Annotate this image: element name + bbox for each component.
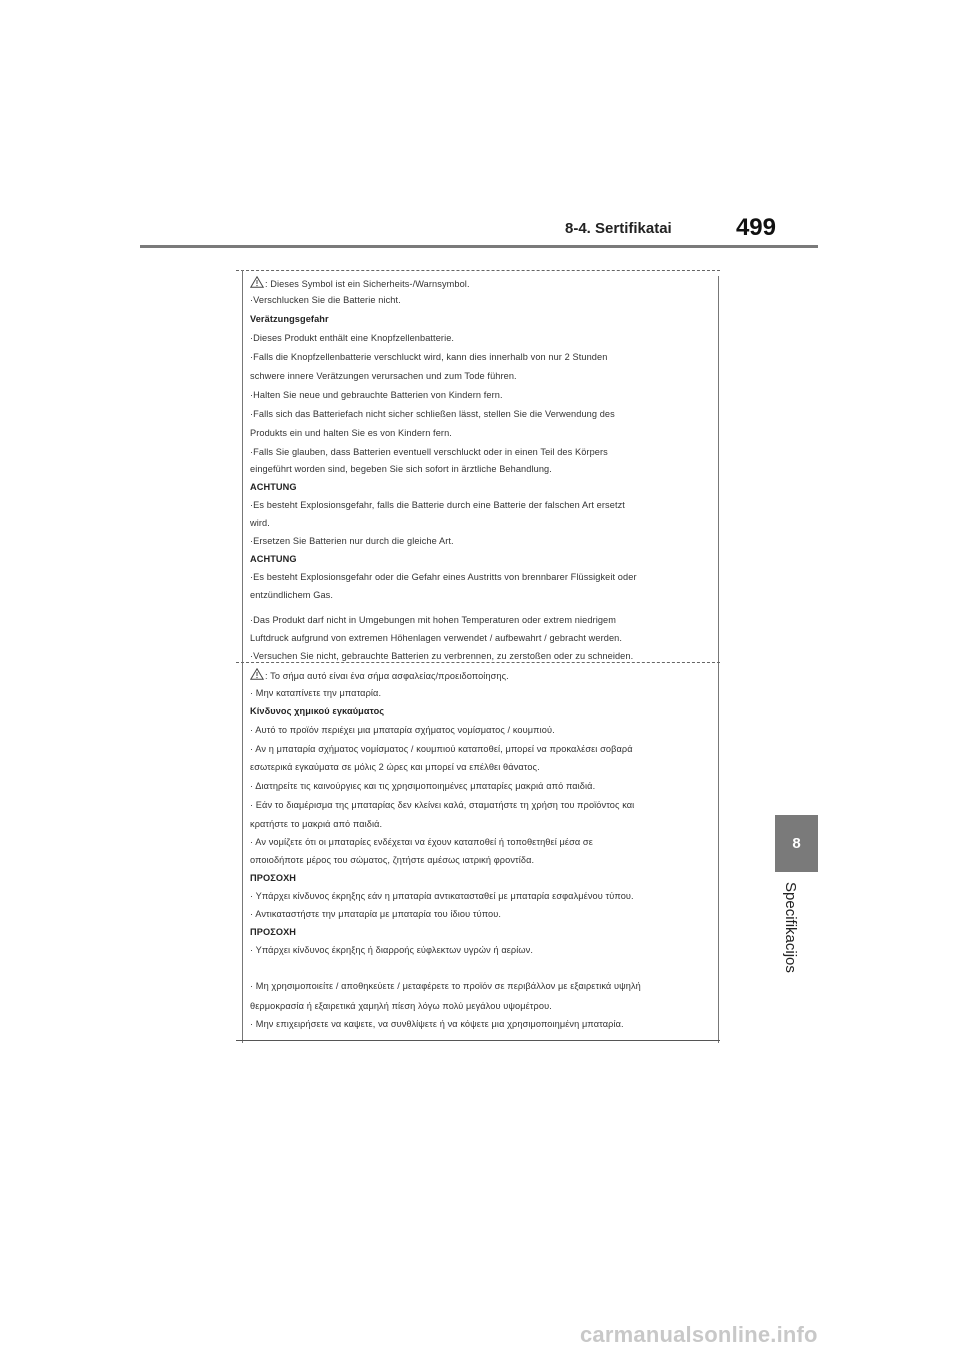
- greek-line: · Μην καταπίνετε την μπαταρία.: [250, 688, 382, 698]
- greek-heading: ΠΡΟΣΟΧΗ: [250, 873, 297, 883]
- left-border: [242, 270, 243, 1043]
- greek-line: · Αν νομίζετε ότι οι μπαταρίες ενδέχεται να έχουν καταποθεί ή τοποθετηθεί μέσα σε: [250, 837, 593, 847]
- section-divider: [236, 662, 720, 663]
- bottom-border: [236, 1040, 720, 1041]
- german-line: Produkts ein und halten Sie es von Kindern fern.: [250, 428, 452, 438]
- greek-line: · Υπάρχει κίνδυνος έκρηξης εάν η μπαταρία αντικατασταθεί με μπαταρία εσφαλμένου τύπου.: [250, 891, 634, 901]
- section-title: 8-4. Sertifikatai: [565, 220, 672, 237]
- greek-line: · Μην επιχειρήσετε να καψετε, να συνθλίψετε ή να κόψετε μια χρησιμοποιημένη μπαταρία.: [250, 1019, 624, 1029]
- german-line: ·Das Produkt darf nicht in Umgebungen mit hohen Temperaturen oder extrem niedrigem: [250, 615, 617, 625]
- german-line: ·Ersetzen Sie Batterien nur durch die gleiche Art.: [250, 536, 454, 546]
- chapter-label: Specifikacijos: [782, 882, 799, 973]
- german-line: ·Es besteht Explosionsgefahr, falls die Batterie durch eine Batterie der falschen Art ersetzt: [250, 500, 625, 510]
- german-line: ·Es besteht Explosionsgefahr oder die Gefahr eines Austritts von brennbarer Flüssigkeit oder: [250, 572, 637, 582]
- german-line: schwere innere Verätzungen verursachen und zum Tode führen.: [250, 371, 517, 381]
- greek-heading: Κίνδυνος χημικού εγκαύματος: [250, 706, 385, 716]
- german-line: ·Dieses Produkt enthält eine Knopfzellenbatterie.: [250, 333, 455, 343]
- german-line: ·Halten Sie neue und gebrauchte Batterien von Kindern fern.: [250, 390, 503, 400]
- german-heading: ACHTUNG: [250, 482, 297, 492]
- german-line: ·Falls sich das Batteriefach nicht sicher schließen lässt, stellen Sie die Verwendung des: [250, 409, 615, 419]
- greek-line: · Μη χρησιμοποιείτε / αποθηκεύετε / μεταφέρετε το προϊόν σε περιβάλλον με εξαιρετικά υψηλή: [250, 981, 641, 991]
- german-line: ·Versuchen Sie nicht, gebrauchte Batterien zu verbrennen, zu zerstoßen oder zu schneiden.: [250, 651, 634, 661]
- chapter-number: 8: [792, 835, 801, 852]
- certificate-scan: [236, 270, 720, 1043]
- right-border: [718, 276, 719, 1043]
- greek-line: · Διατηρείτε τις καινούργιες και τις χρησιμοποιημένες μπαταρίες μακριά από παιδιά.: [250, 781, 596, 791]
- german-line: ·Verschlucken Sie die Batterie nicht.: [250, 295, 401, 305]
- greek-line: · Αν η μπαταρία σχήματος νομίσματος / κουμπιού καταποθεί, μπορεί να προκαλέσει σοβαρά: [250, 744, 633, 754]
- greek-line: θερμοκρασία ή εξαιρετικά χαμηλή πίεση λόγω πολύ μεγάλου υψομέτρου.: [250, 1001, 552, 1011]
- watermark: carmanualsonline.info: [580, 1322, 818, 1347]
- german-line: eingeführt worden sind, begeben Sie sich sofort in ärztliche Behandlung.: [250, 464, 552, 474]
- german-line: wird.: [250, 518, 270, 528]
- greek-line: : Το σήμα αυτό είναι ένα σήμα ασφαλείας/προειδοποίησης.: [250, 668, 509, 681]
- greek-line: · Αυτό το προϊόν περιέχει μια μπαταρία σχήματος νομίσματος / κουμπιού.: [250, 725, 555, 735]
- german-line: entzündlichem Gas.: [250, 590, 333, 600]
- header-rule: [140, 245, 818, 248]
- page-header: [140, 208, 818, 248]
- greek-line: · Εάν το διαμέρισμα της μπαταρίας δεν κλείνει καλά, σταματήστε τη χρήση του προϊόντος και: [250, 800, 635, 810]
- page-number: 499: [735, 214, 776, 241]
- german-heading: ACHTUNG: [250, 554, 297, 564]
- german-line: : Dieses Symbol ist ein Sicherheits-/Warnsymbol.: [250, 276, 470, 289]
- chapter-tab[interactable]: [775, 815, 818, 872]
- german-heading: Verätzungsgefahr: [250, 314, 329, 324]
- greek-heading: ΠΡΟΣΟΧΗ: [250, 927, 297, 937]
- greek-line: οποιοδήποτε μέρος του σώματος, ζητήστε αμέσως ιατρική φροντίδα.: [250, 855, 535, 865]
- german-line: Luftdruck aufgrund von extremen Höhenlagen verwendet / aufbewahrt / gebracht werden.: [250, 633, 623, 643]
- greek-line: κρατήστε το μακριά από παιδιά.: [250, 819, 383, 829]
- greek-line: · Υπάρχει κίνδυνος έκρηξης ή διαρροής εύφλεκτων υγρών ή αερίων.: [250, 945, 534, 955]
- top-dashed-rule: [236, 270, 720, 271]
- warning-triangle-icon: [250, 276, 264, 288]
- greek-line: · Αντικαταστήστε την μπαταρία με μπαταρία του ίδιου τύπου.: [250, 909, 502, 919]
- greek-line: εσωτερικά εγκαύματα σε μόλις 2 ώρες και μπορεί να επέλθει θάνατος.: [250, 762, 540, 772]
- german-line: ·Falls die Knopfzellenbatterie verschluckt wird, kann dies innerhalb von nur 2 Stunden: [250, 352, 608, 362]
- german-line: ·Falls Sie glauben, dass Batterien eventuell verschluckt oder in einen Teil des Körpers: [250, 447, 608, 457]
- warning-triangle-icon: [250, 668, 264, 680]
